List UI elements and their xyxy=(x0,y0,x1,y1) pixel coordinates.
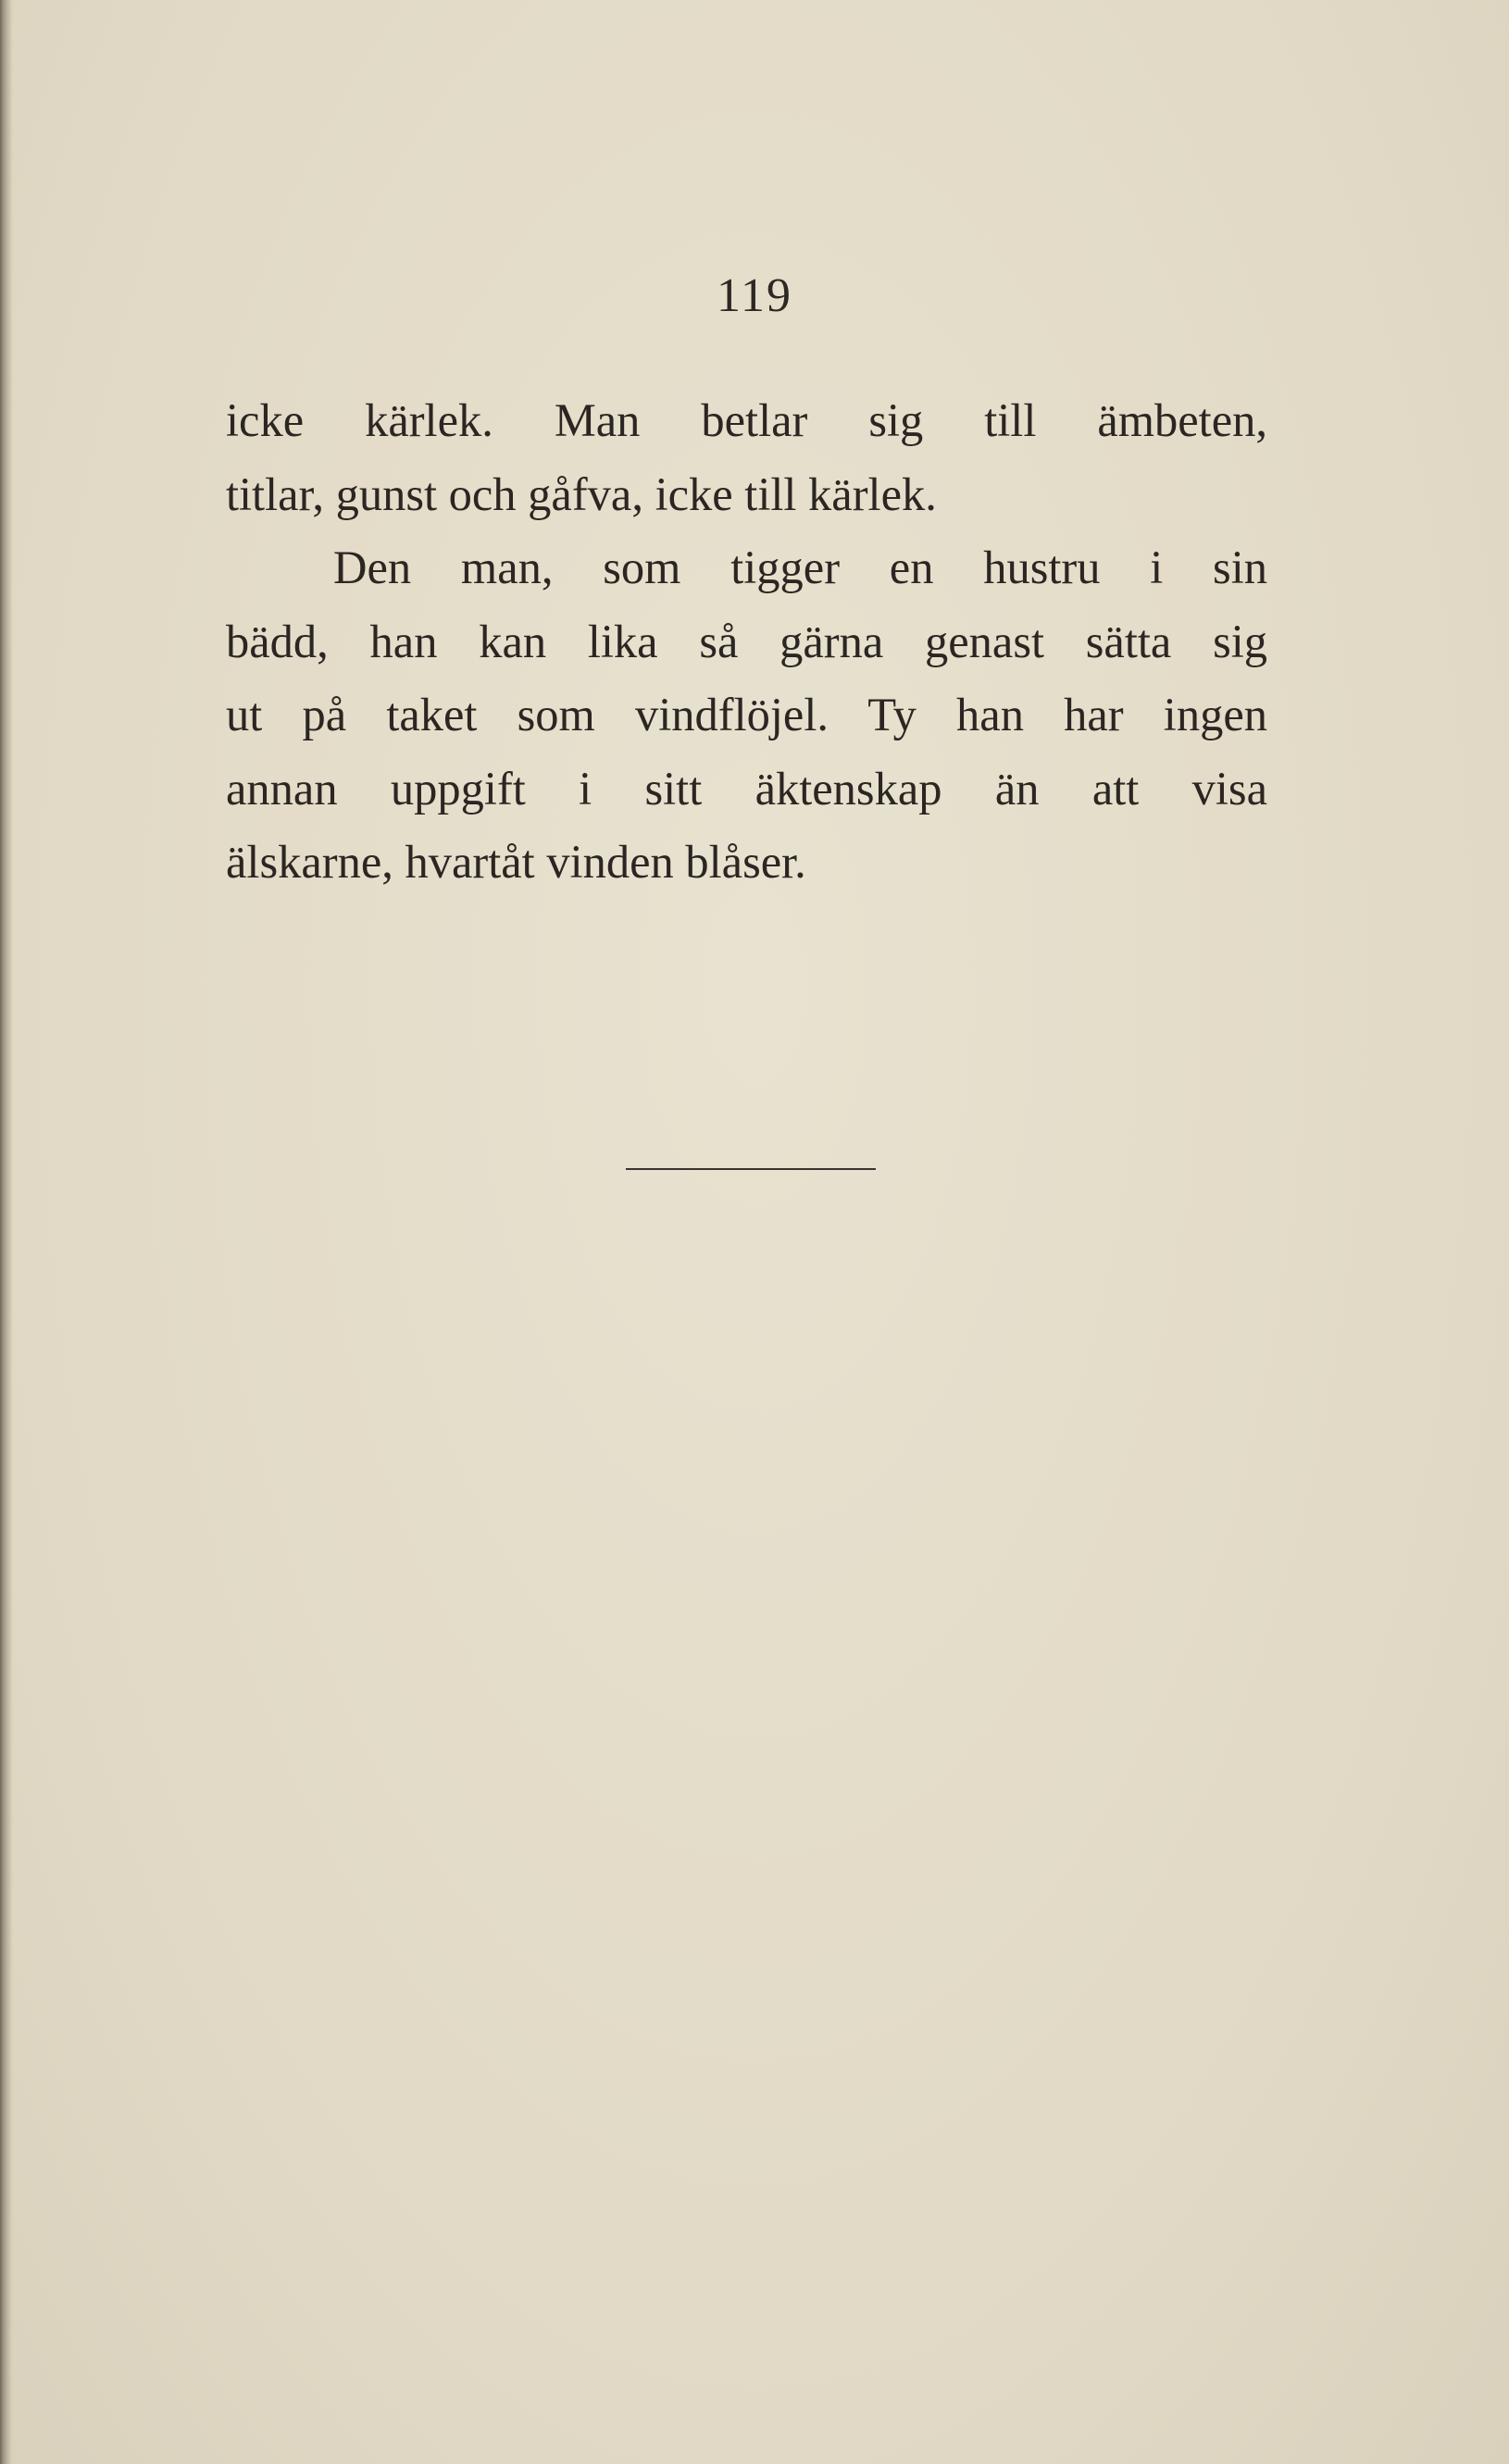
text-line: bädd, han kan lika så gärna genast sätta sig xyxy=(226,615,1267,667)
body-paragraph xyxy=(226,384,1267,900)
text-line: titlar, gunst och gåfva, icke till kärlek. xyxy=(226,467,937,520)
text-line: annan uppgift i sitt äktenskap än att visa xyxy=(226,762,1267,815)
text-line: älskarne, hvartåt vinden blåser. xyxy=(226,836,806,888)
text-line: icke kärlek. Man betlar sig till ämbeten, xyxy=(226,394,1267,446)
text-line: ut på taket som vindflöjel. Ty han har ingen xyxy=(226,689,1267,740)
page-binding-edge xyxy=(0,0,13,2464)
text-line: Den man, som tigger en hustru i sin xyxy=(333,541,1267,593)
end-of-section-rule xyxy=(626,1168,876,1170)
page-number: 119 xyxy=(716,269,793,322)
